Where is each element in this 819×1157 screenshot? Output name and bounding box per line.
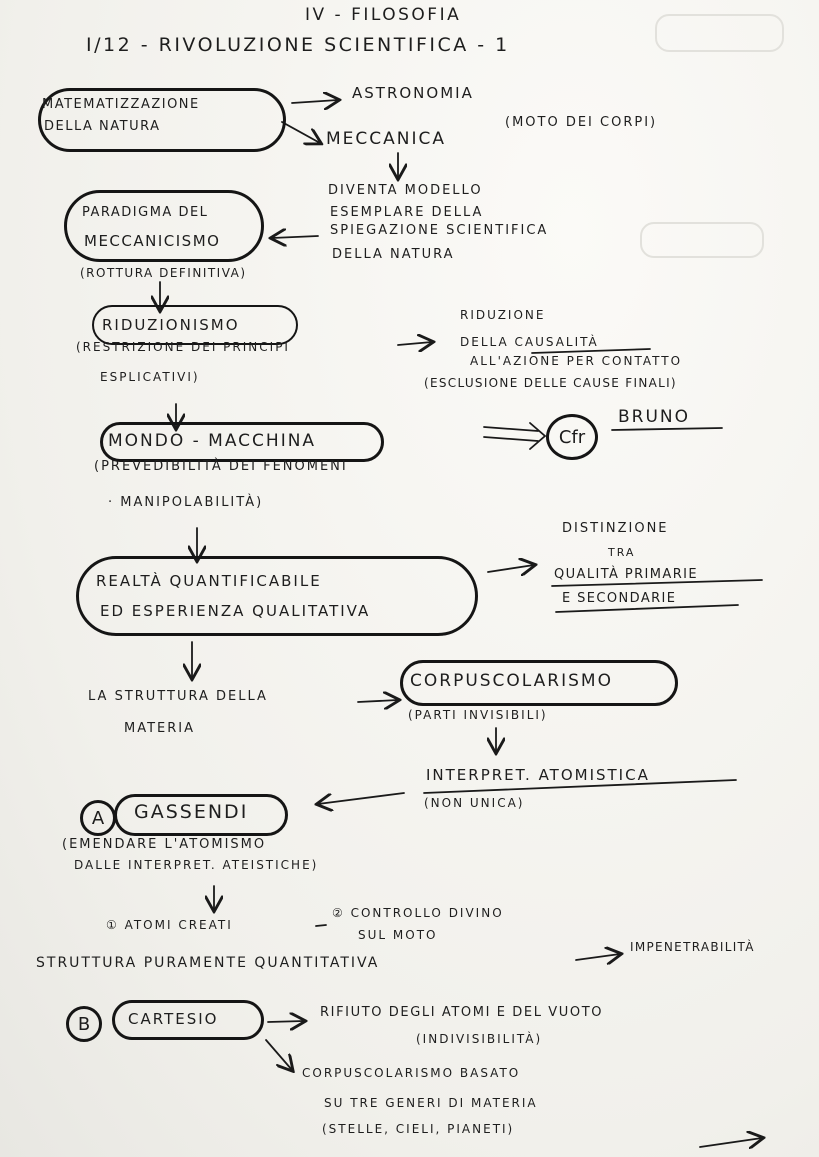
modello-line2: ESEMPLARE DELLA bbox=[330, 205, 484, 220]
riduzione-line2: DELLA CAUSALITÀ bbox=[460, 335, 599, 349]
corp-basato-line2: SU TRE GENERI DI MATERIA bbox=[324, 1096, 538, 1110]
impenetrabilita-label: IMPENETRABILITÀ bbox=[630, 940, 755, 954]
restrizione-line2: ESPLICATIVI) bbox=[100, 370, 200, 384]
rifiuto-label: RIFIUTO DEGLI ATOMI E DEL VUOTO bbox=[320, 1005, 604, 1020]
astronomia-label: ASTRONOMIA bbox=[352, 84, 474, 102]
label-b: B bbox=[77, 1013, 91, 1035]
realta-oval bbox=[76, 556, 478, 636]
controllo-line2: SUL MOTO bbox=[358, 928, 438, 942]
cartesio-label: CARTESIO bbox=[128, 1010, 219, 1028]
riduzionismo-label: RIDUZIONISMO bbox=[102, 316, 240, 334]
struttura-line1: LA STRUTTURA DELLA bbox=[88, 689, 268, 704]
corp-basato-line3: (STELLE, CIELI, PIANETI) bbox=[322, 1122, 515, 1136]
mondo-macchina-label: MONDO - MACCHINA bbox=[108, 431, 317, 451]
modello-line4: DELLA NATURA bbox=[332, 247, 455, 262]
meccanica-label: MECCANICA bbox=[326, 129, 447, 149]
cfr-circle bbox=[546, 414, 598, 460]
non-unica-label: (NON UNICA) bbox=[424, 796, 525, 810]
gassendi-label: GASSENDI bbox=[134, 801, 249, 823]
emendare-line1: (EMENDARE L'ATOMISMO bbox=[62, 837, 267, 852]
label-b-circle bbox=[66, 1006, 102, 1042]
corpuscolarismo-label: CORPUSCOLARISMO bbox=[410, 671, 613, 691]
page-title: I/12 - RIVOLUZIONE SCIENTIFICA - 1 bbox=[86, 34, 510, 56]
riduzione-line4: (ESCLUSIONE DELLE CAUSE FINALI) bbox=[424, 376, 677, 390]
distinzione-line1: DISTINZIONE bbox=[562, 521, 669, 536]
riduzione-line3: ALL'AZIONE PER CONTATTO bbox=[470, 354, 683, 368]
subject-heading: IV - FILOSOFIA bbox=[305, 5, 462, 25]
riduzione-line1: RIDUZIONE bbox=[460, 308, 546, 322]
interpret-label: INTERPRET. ATOMISTICA bbox=[426, 766, 650, 784]
distinzione-line3: QUALITÀ PRIMARIE bbox=[554, 567, 698, 582]
prevedibilita-line1: (PREVEDIBILITÀ DEI FENOMENI bbox=[94, 459, 348, 474]
moto-corpi-label: (MOTO DEI CORPI) bbox=[505, 115, 658, 130]
realta-line2: ED ESPERIENZA QUALITATIVA bbox=[100, 602, 371, 620]
paradigma-oval bbox=[64, 190, 264, 262]
struttura-quant-label: STRUTTURA PURAMENTE QUANTITATIVA bbox=[36, 955, 380, 971]
corp-basato-line1: CORPUSCOLARISMO BASATO bbox=[302, 1066, 521, 1080]
indivisibilita-label: (INDIVISIBILITÀ) bbox=[416, 1032, 543, 1046]
distinzione-line2: TRA bbox=[608, 546, 636, 559]
emendare-line2: DALLE INTERPRET. ATEISTICHE) bbox=[74, 858, 319, 872]
modello-line3: SPIEGAZIONE SCIENTIFICA bbox=[330, 223, 549, 238]
matematizzazione-line2: DELLA NATURA bbox=[44, 119, 161, 134]
modello-line1: DIVENTA MODELLO bbox=[328, 183, 483, 198]
atomi-creati-label: ① ATOMI CREATI bbox=[106, 918, 233, 932]
label-a-circle bbox=[80, 800, 116, 836]
struttura-line2: MATERIA bbox=[124, 721, 196, 736]
controllo-line1: ② CONTROLLO DIVINO bbox=[332, 906, 504, 920]
rottura-label: (ROTTURA DEFINITIVA) bbox=[80, 266, 247, 280]
distinzione-line4: E SECONDARIE bbox=[562, 591, 677, 606]
cfr-label: Cfr bbox=[558, 426, 586, 448]
restrizione-line1: (RESTRIZIONE DEI PRINCIPI bbox=[76, 340, 290, 354]
paradigma-line1: PARADIGMA DEL bbox=[82, 205, 209, 220]
realta-line1: REALTÀ QUANTIFICABILE bbox=[96, 572, 322, 590]
prevedibilita-line2: · MANIPOLABILITÀ) bbox=[108, 495, 264, 510]
label-a: A bbox=[91, 807, 105, 829]
bruno-label: BRUNO bbox=[618, 407, 691, 427]
matematizzazione-line1: MATEMATIZZAZIONE bbox=[42, 97, 200, 112]
paradigma-line2: MECCANICISMO bbox=[84, 232, 221, 250]
parti-label: (PARTI INVISIBILI) bbox=[408, 708, 548, 722]
